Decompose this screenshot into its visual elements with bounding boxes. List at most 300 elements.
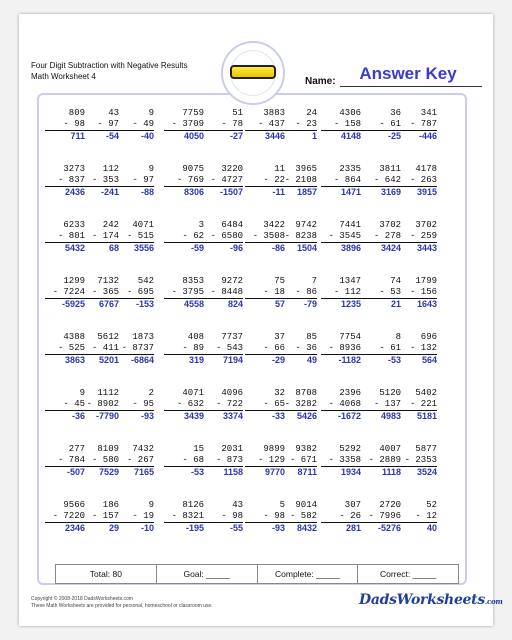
subtraction-problem [277,444,317,478]
minuend: 3811 [379,164,401,174]
subtraction-problem [164,108,204,142]
minuend: 3273 [63,164,85,174]
minuend: 5 [279,500,285,510]
worksheet-page [19,14,503,626]
answer-value: -195 [185,523,204,533]
minus-sign: - [171,287,183,297]
subtrahend: 525 [68,343,85,353]
minuend: 8126 [182,500,204,510]
minuend: 2396 [339,388,361,398]
minus-sign: - [91,511,103,521]
subtrahend: 4068 [339,399,361,409]
minus-sign: - [132,399,144,409]
minuend: 85 [306,332,317,342]
minus-sign: - [379,287,391,297]
subtraction-problem [397,444,437,478]
minus-sign: - [57,343,69,353]
subtrahend: 259 [420,231,437,241]
minus-sign: - [91,231,103,241]
footer-notice [31,596,213,610]
subtrahend: 642 [384,175,401,185]
minuend: 2031 [221,444,243,454]
subtraction-problem [114,332,154,366]
answer-value: -1182 [338,355,361,365]
subtrahend: 437 [268,119,285,129]
minus-sign: - [176,175,188,185]
minus-sign: - [373,175,385,185]
minus-sign: - [182,343,194,353]
subtraction-problem [114,444,154,478]
subtrahend: 582 [300,511,317,521]
minuend: 11 [274,164,285,174]
subtrahend: 864 [344,175,361,185]
answer-value: -33 [271,411,285,421]
subtrahend: 2108 [295,175,317,185]
minuend: 7754 [339,332,361,342]
subtraction-problem [203,332,243,366]
subtrahend: 132 [420,343,437,353]
subtrahend: 129 [268,455,285,465]
subtrahend: 53 [390,287,401,297]
answer-value: -11 [272,187,285,197]
minus-sign: - [328,231,340,241]
answer-value: 564 [421,355,437,365]
answer-value: 3524 [416,467,437,477]
minus-sign: - [295,287,307,297]
subtrahend: 695 [137,287,154,297]
minus-sign: - [52,511,64,521]
subtrahend: 66 [274,343,285,353]
minus-sign: - [409,119,421,129]
minus-sign: - [121,343,133,353]
minus-sign: - [263,511,275,521]
answer-value: 4983 [380,411,401,421]
minus-sign: - [126,287,138,297]
minuend: 9 [79,388,85,398]
subtraction-problem [79,332,119,366]
minuend: 4071 [132,220,154,230]
subtrahend: 8902 [97,399,119,409]
minus-sign: - [289,511,301,521]
answer-value: 3374 [222,411,243,421]
worksheet-title [31,60,188,82]
minuend: 186 [102,500,119,510]
minuend: 9899 [263,444,285,454]
subtrahend: 98 [274,511,285,521]
subtrahend: 722 [226,399,243,409]
minuend: 2720 [379,500,401,510]
answer-value: -55 [229,523,243,533]
minus-sign: - [132,119,144,129]
minuend: 3702 [415,220,437,230]
minus-sign: - [176,399,188,409]
minus-sign: - [289,455,301,465]
answer-value: 2346 [64,523,85,533]
subtrahend: 769 [187,175,204,185]
answer-value: 319 [188,355,204,365]
subtraction-problem [203,164,243,198]
dadsworksheets-logo [359,592,502,608]
subtraction-problem [203,220,243,254]
minuend: 51 [232,108,243,118]
subtraction-problem [361,164,401,198]
answer-value: 3915 [416,187,437,197]
minuend: 5120 [379,388,401,398]
subtrahend: 61 [390,343,401,353]
subtraction-problem [361,276,401,310]
answer-value: -241 [100,187,119,197]
subtraction-problem [79,164,119,198]
minus-sign: - [409,287,421,297]
minuend: 7 [311,276,317,286]
minus-sign: - [404,455,416,465]
minus-sign: - [257,119,269,129]
minus-sign: - [221,119,233,129]
answer-value: 40 [426,523,437,533]
subtrahend: 7996 [379,511,401,521]
subtraction-problem [321,500,361,534]
subtrahend: 365 [102,287,119,297]
minuend: 2335 [339,164,361,174]
minus-sign: - [373,231,385,241]
minuend: 7737 [221,332,243,342]
answer-value: -40 [140,131,154,141]
subtrahend: 671 [300,455,317,465]
minus-sign: - [126,455,138,465]
answer-value: 8432 [296,523,317,533]
minuend: 5402 [415,388,437,398]
minus-sign: - [132,175,144,185]
answer-value: 6767 [98,299,119,309]
subtrahend: 787 [420,119,437,129]
subtrahend: 837 [68,175,85,185]
subtraction-problem [361,108,401,142]
subtrahend: 411 [102,343,119,353]
subtraction-problem [114,220,154,254]
answer-value: -88 [140,187,154,197]
minus-sign: - [295,343,307,353]
subtraction-problem [79,388,119,422]
minus-sign: - [368,511,380,521]
answer-value: -446 [418,131,437,141]
minus-sign: - [126,231,138,241]
answer-value: 3896 [340,243,361,253]
minus-sign: - [328,399,340,409]
subtraction-problem [277,108,317,142]
eraser-icon [230,65,276,79]
minus-sign: - [409,231,421,241]
minuend: 3965 [295,164,317,174]
subtrahend: 3282 [295,399,317,409]
minuend: 4306 [339,108,361,118]
minus-sign: - [91,175,103,185]
answer-value: -29 [271,355,285,365]
status-bar [55,564,459,584]
minuend: 4007 [379,444,401,454]
minus-sign: - [91,343,103,353]
minus-sign: - [368,455,380,465]
minus-sign: - [210,175,222,185]
logo-text: DadsWorksheets [359,592,485,608]
answer-value: 824 [227,299,243,309]
subtraction-problem [274,276,317,310]
subtrahend: 3795 [182,287,204,297]
subtrahend: 278 [384,231,401,241]
answer-value: 5201 [98,355,119,365]
minus-sign: - [409,175,421,185]
minuend: 3702 [379,220,401,230]
minuend: 408 [187,332,204,342]
subtrahend: 97 [143,175,154,185]
answer-value: 4148 [340,131,361,141]
minuend: 6484 [221,220,243,230]
minuend: 7759 [182,108,204,118]
minuend: 9 [148,500,154,510]
answer-value: 3443 [416,243,437,253]
subtrahend: 3508 [263,231,285,241]
minuend: 242 [102,220,119,230]
subtraction-problem [114,276,154,310]
minus-sign: - [333,119,345,129]
answer-value: 7194 [222,355,243,365]
minuend: 307 [344,500,361,510]
minus-sign: - [263,175,275,185]
answer-value: 1643 [416,299,437,309]
subtrahend: 98 [232,511,243,521]
subtraction-problem [203,276,243,310]
minuend: 9382 [295,444,317,454]
subtrahend: 156 [420,287,437,297]
subtrahend: 8936 [339,343,361,353]
answer-value: -25 [387,131,401,141]
subtrahend: 157 [102,511,119,521]
subtraction-problem [203,444,243,478]
minus-sign: - [333,175,345,185]
answer-value: -86 [271,243,285,253]
subtraction-problem [164,164,204,198]
subtraction-problem [361,220,401,254]
minuend: 8708 [295,388,317,398]
minuend: 8 [395,332,401,342]
subtrahend: 89 [193,343,204,353]
subtraction-problem [79,500,119,534]
answer-value: 4050 [183,131,204,141]
subtrahend: 23 [306,119,317,129]
answer-value: -36 [71,411,85,421]
minus-sign: - [91,287,103,297]
subtraction-problem [164,220,204,254]
minus-sign: - [171,119,183,129]
minus-sign: - [252,231,264,241]
correct-field: Correct: _____ [380,569,437,579]
subtraction-problem [361,332,401,366]
answer-value: 49 [306,355,317,365]
total-count: Total: 80 [56,565,157,583]
minus-sign: - [132,511,144,521]
minuend: 36 [390,108,401,118]
subtraction-problem [203,108,243,142]
subtrahend: 95 [143,399,154,409]
usage-text: These Math Worksheets are provided for personal, homeschool or classroom use. [31,603,213,609]
subtrahend: 353 [102,175,119,185]
title-line-2: Math Worksheet 4 [31,72,96,81]
answer-value: -27 [229,131,243,141]
subtrahend: 36 [306,343,317,353]
subtraction-problem [321,276,361,310]
minus-sign: - [57,175,69,185]
minuend: 43 [232,500,243,510]
answer-value: 1235 [340,299,361,309]
minus-sign: - [215,343,227,353]
answer-value: -507 [66,467,85,477]
subtrahend: 62 [193,231,204,241]
minus-sign: - [284,175,296,185]
answer-value: 3424 [380,243,401,253]
minuend: 1799 [415,276,437,286]
answer-value: -54 [105,131,119,141]
answer-value: 1118 [381,467,401,477]
subtrahend: 86 [306,287,317,297]
answer-value: -5276 [377,523,401,533]
answer-value: -1507 [219,187,243,197]
answer-value: 3863 [64,355,85,365]
minus-sign: - [339,511,351,521]
minuend: 7132 [97,276,119,286]
minus-sign: - [57,231,69,241]
subtraction-problem [397,332,437,366]
answer-value: 3446 [264,131,285,141]
minus-sign: - [171,511,183,521]
minuend: 9014 [295,500,317,510]
name-field [305,62,485,88]
minuend: 37 [274,332,285,342]
minuend: 15 [193,444,204,454]
minus-sign: - [182,455,194,465]
subtrahend: 580 [102,455,119,465]
answer-value: 5432 [64,243,85,253]
subtrahend: 26 [350,511,361,521]
minus-sign: - [409,343,421,353]
answer-value: 1158 [223,467,243,477]
subtraction-problem [277,164,317,198]
subtrahend: 8448 [221,287,243,297]
minuend: 1347 [339,276,361,286]
answer-value: 281 [345,523,361,533]
subtraction-problem [164,388,204,422]
minus-sign: - [379,119,391,129]
minus-sign: - [52,287,64,297]
minuend: 7441 [339,220,361,230]
minus-sign: - [263,287,275,297]
copyright-text: Copyright © 2008-2018 DadsWorksheets.com [31,596,133,602]
minus-sign: - [295,119,307,129]
answer-value: 7529 [98,467,119,477]
minus-sign: - [263,343,275,353]
subtraction-problem [79,444,119,478]
subtrahend: 7220 [63,511,85,521]
minuend: 9075 [182,164,204,174]
subtraction-problem [321,332,361,366]
subtraction-problem [114,500,154,534]
minus-sign: - [257,455,269,465]
subtraction-problem [203,500,243,534]
answer-value: 711 [70,131,85,141]
answer-value: 3556 [133,243,154,253]
answer-value: -1672 [337,411,361,421]
subtrahend: 3545 [339,231,361,241]
answer-value: 3169 [380,187,401,197]
subtrahend: 12 [426,511,437,521]
subtrahend: 543 [226,343,243,353]
name-label: Name: [305,76,336,87]
subtraction-problem [114,388,154,422]
complete-field: Complete: _____ [258,565,359,583]
subtrahend: 8737 [132,343,154,353]
subtrahend: 137 [384,399,401,409]
minuend: 696 [420,332,437,342]
subtrahend: 4727 [221,175,243,185]
minus-sign: - [263,399,275,409]
subtrahend: 6580 [221,231,243,241]
minuend: 3 [198,220,204,230]
answer-value: 5181 [416,411,437,421]
answer-value: -53 [190,467,204,477]
minus-sign: - [63,119,75,129]
minuend: 8109 [97,444,119,454]
goal-field: Goal: _____ [157,565,258,583]
subtraction-problem [277,388,317,422]
subtrahend: 221 [420,399,437,409]
subtrahend: 78 [232,119,243,129]
answer-value: -53 [387,355,401,365]
answer-value: 7165 [133,467,154,477]
answer-value: -93 [140,411,154,421]
answer-value: 8306 [183,187,204,197]
minuend: 5292 [339,444,361,454]
subtrahend: 8238 [295,231,317,241]
answer-value: -93 [271,523,285,533]
minuend: 1873 [132,332,154,342]
problem-grid [45,108,465,548]
subtraction-problem [361,388,401,422]
minus-sign: - [91,455,103,465]
minuend: 9272 [221,276,243,286]
minus-sign: - [333,287,345,297]
minuend: 43 [108,108,119,118]
minus-sign: - [182,231,194,241]
subtraction-problem [277,220,317,254]
subtrahend: 98 [74,119,85,129]
subtraction-problem [321,164,361,198]
answer-value: -96 [229,243,243,253]
minuend: 75 [274,276,285,286]
minus-sign: - [97,119,109,129]
subtraction-problem [397,276,437,310]
subtraction-problem [277,332,317,366]
minuend: 5877 [415,444,437,454]
answer-key-label: Answer Key [359,64,457,83]
minuend: 52 [426,500,437,510]
subtraction-problem [321,388,361,422]
subtraction-problem [397,164,437,198]
subtraction-problem [164,332,204,366]
answer-value: 57 [274,299,285,309]
answer-value: 1504 [296,243,317,253]
answer-value: -153 [135,299,154,309]
subtrahend: 174 [102,231,119,241]
minus-sign: - [57,455,69,465]
answer-value: 21 [390,299,401,309]
